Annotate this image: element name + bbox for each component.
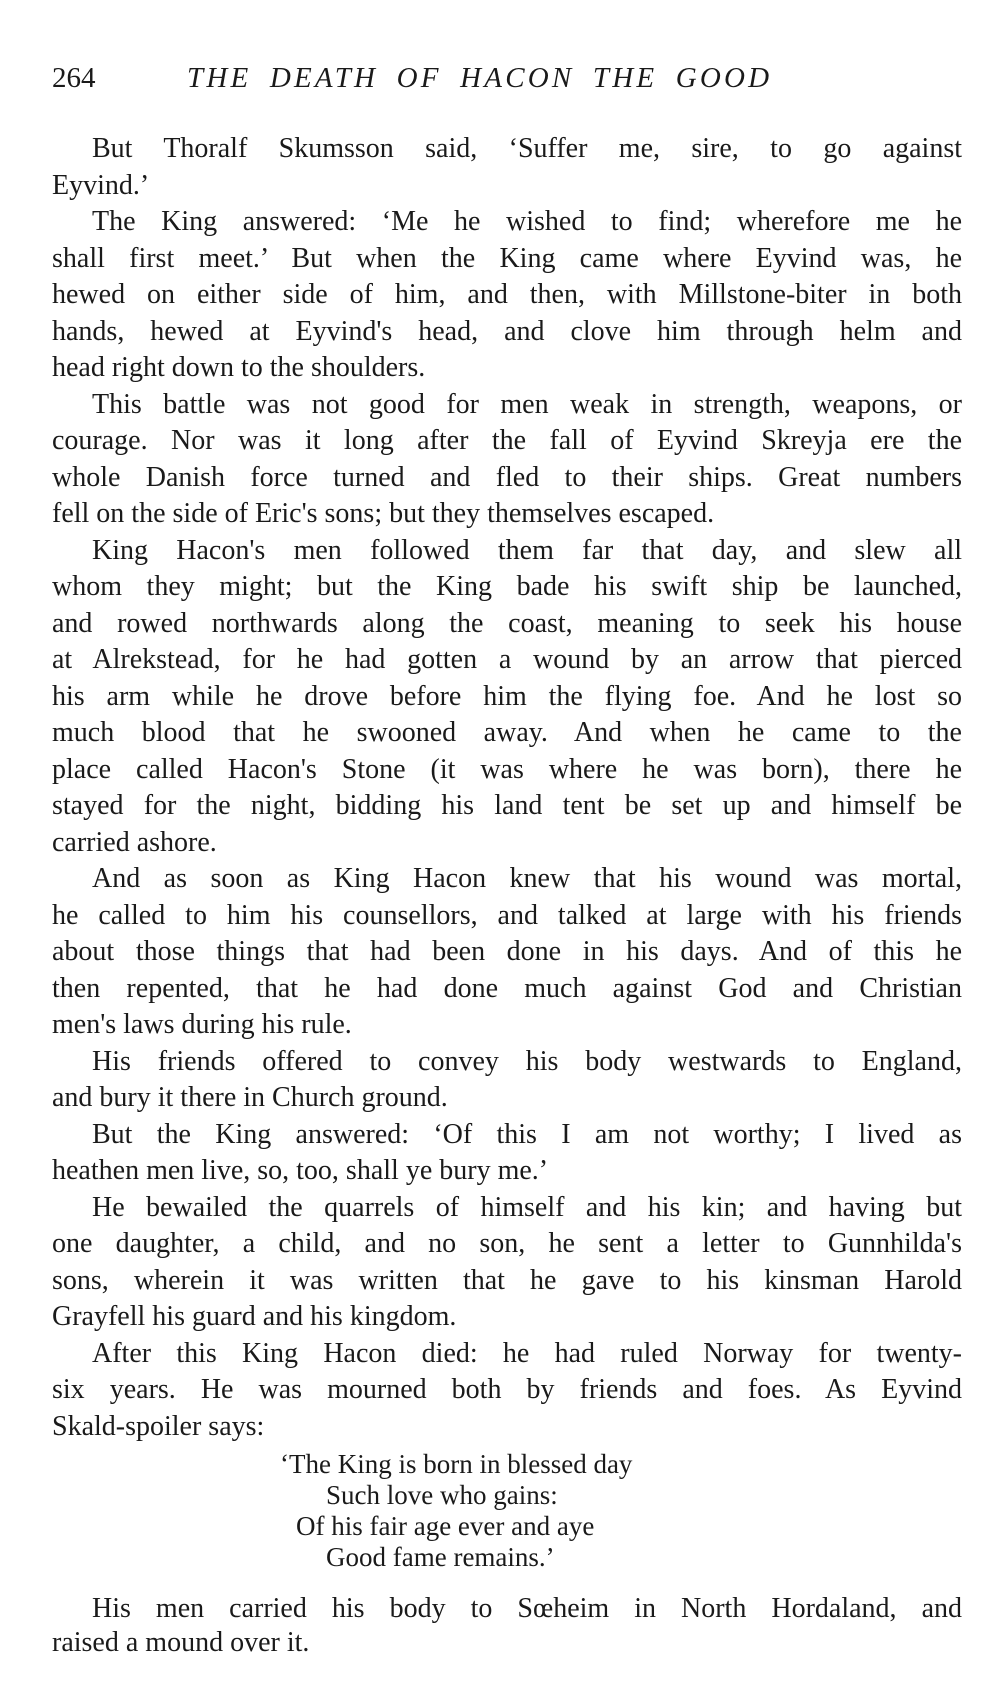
text-line: hewed on either side of him, and then, with Millstone-biter in both (52, 279, 962, 310)
final-paragraph (52, 1592, 962, 1660)
paragraph (52, 387, 962, 533)
text-line: Skald-spoiler says: (52, 1410, 265, 1442)
text-line: After this King Hacon died: he had ruled Norway for twenty- (92, 1337, 962, 1369)
running-title: THE DEATH OF HACON THE GOOD (187, 62, 773, 94)
text-line: His friends offered to convey his body westwards to England, (92, 1045, 962, 1077)
paragraph (52, 131, 962, 204)
text-line: fell on the side of Eric's sons; but they themselves escaped. (52, 498, 715, 529)
text-line: But Thoralf Skumsson said, ‘Suffer me, sire, to go against (92, 133, 962, 164)
text-line: stayed for the night, bidding his land tent be set up and himself be (52, 790, 962, 821)
paragraph (52, 204, 962, 387)
text-line: This battle was not good for men weak in strength, weapons, or (92, 388, 962, 420)
text-line: carried ashore. (52, 826, 217, 858)
text-line: But the King answered: ‘Of this I am not worthy; I lived as (92, 1118, 962, 1150)
paragraph (52, 1190, 962, 1336)
text-line: his arm while he drove before him the flying foe. And he lost so (52, 680, 962, 712)
text-line: head right down to the shoulders. (52, 352, 426, 383)
text-line: shall first meet.’ But when the King came where Eyvind was, he (52, 242, 962, 274)
text-line: King Hacon's men followed them far that day, and slew all (92, 534, 962, 566)
verse-line: Such love who gains: (326, 1480, 558, 1510)
text-line: Eyvind.’ (52, 169, 150, 201)
page-number: 264 (52, 62, 96, 94)
text-line: raised a mound over it. (52, 1627, 310, 1658)
paragraph (52, 1117, 962, 1190)
text-line: six years. He was mourned both by friends and foes. As Eyvind (52, 1374, 962, 1405)
text-line: he called to him his counsellors, and talked at large with his friends (52, 899, 962, 931)
body-text (52, 131, 962, 1445)
text-line: Grayfell his guard and his kingdom. (52, 1301, 457, 1332)
text-line: then repented, that he had done much against God and Christian (52, 972, 962, 1004)
text-line: courage. Nor was it long after the fall of Eyvind Skreyja ere the (52, 425, 962, 456)
text-line: whole Danish force turned and fled to their ships. Great numbers (52, 461, 962, 493)
paragraph (52, 861, 962, 1044)
text-line: about those things that had been done in his days. And of this he (52, 936, 962, 967)
text-line: and rowed northwards along the coast, meaning to seek his house (52, 607, 962, 639)
text-line: much blood that he swooned away. And when he came to the (52, 717, 962, 748)
text-line: and bury it there in Church ground. (52, 1082, 448, 1113)
text-line: place called Hacon's Stone (it was where he was born), there he (52, 753, 962, 785)
verse-line: ‘The King is born in blessed day (280, 1449, 633, 1479)
paragraph (52, 1044, 962, 1117)
text-line: And as soon as King Hacon knew that his wound was mortal, (92, 863, 962, 894)
text-line: at Alrekstead, for he had gotten a wound by an arrow that pierced (52, 644, 962, 675)
text-line: hands, hewed at Eyvind's head, and clove him through helm and (52, 315, 962, 347)
text-line: His men carried his body to Sœheim in North Hordaland, and (92, 1593, 962, 1624)
text-line: one daughter, a child, and no son, he sent a letter to Gunnhilda's (52, 1228, 962, 1259)
text-line: He bewailed the quarrels of himself and his kin; and having but (92, 1191, 962, 1223)
text-line: heathen men live, so, too, shall ye bury me.’ (52, 1155, 549, 1186)
verse-line: Good fame remains.’ (326, 1542, 555, 1572)
running-header (52, 62, 962, 102)
text-line: The King answered: ‘Me he wished to find; wherefore me he (92, 206, 962, 237)
text-line: sons, wherein it was written that he gave to his kinsman Harold (52, 1264, 962, 1296)
paragraph (52, 1336, 962, 1446)
text-line: whom they might; but the King bade his swift ship be launched, (52, 571, 962, 602)
verse-line: Of his fair age ever and aye (296, 1511, 595, 1541)
text-line: men's laws during his rule. (52, 1009, 352, 1040)
paragraph (52, 533, 962, 862)
